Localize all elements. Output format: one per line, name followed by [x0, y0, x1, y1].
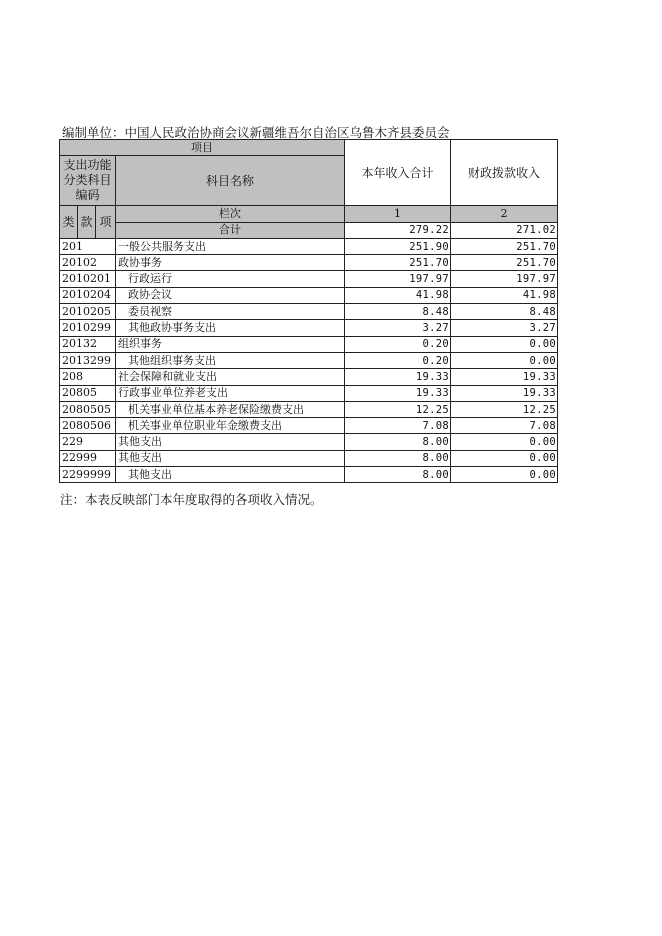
row-code: 20132: [60, 336, 96, 352]
row-income: 8.48: [345, 304, 451, 320]
item-header: 项目: [60, 140, 345, 156]
total-fiscal: 271.02: [451, 222, 558, 238]
row-name: 机关事业单位基本养老保险缴费支出: [116, 401, 345, 417]
row-name: 其他组织事务支出: [116, 352, 345, 368]
row-code: 201: [60, 238, 96, 254]
row-code: 2010299: [60, 320, 96, 336]
table-row: [60, 385, 558, 401]
row-code: 2080505: [60, 401, 96, 417]
row-name: 其他支出: [116, 467, 345, 483]
row-fiscal: 41.98: [451, 287, 558, 303]
row-income: 251.90: [345, 238, 451, 254]
fiscal-income-header: 财政拨款收入: [451, 140, 558, 206]
row-name: 行政事业单位养老支出: [116, 385, 345, 401]
row-fiscal: 0.00: [451, 450, 558, 466]
row-name: 委员视察: [116, 304, 345, 320]
footnote: 注：本表反映部门本年度取得的各项收入情况。: [60, 492, 323, 507]
table-row: [60, 369, 558, 385]
row-name: 政协事务: [116, 255, 345, 271]
kind-xiang: 项: [96, 206, 116, 239]
row-name: 其他支出: [116, 434, 345, 450]
row-code: 229: [60, 434, 96, 450]
row-fiscal: 8.48: [451, 304, 558, 320]
income-table: [59, 139, 558, 483]
row-income: 19.33: [345, 385, 451, 401]
table-row: [60, 352, 558, 368]
row-fiscal: 0.00: [451, 467, 558, 483]
row-income: 8.00: [345, 434, 451, 450]
compiling-unit: 编制单位：中国人民政治协商会议新疆维吾尔自治区乌鲁木齐县委员会: [62, 125, 450, 140]
row-income: 0.20: [345, 336, 451, 352]
header-row-3: [60, 206, 558, 222]
table-row: [60, 450, 558, 466]
row-income: 8.00: [345, 450, 451, 466]
header-row-1: [60, 140, 558, 156]
total-income: 279.22: [345, 222, 451, 238]
row-fiscal: 19.33: [451, 385, 558, 401]
table-row: [60, 320, 558, 336]
row-code-spacer: [96, 434, 116, 450]
row-name: 行政运行: [116, 271, 345, 287]
row-code: 2299999: [60, 467, 96, 483]
row-income: 8.00: [345, 467, 451, 483]
row-name: 一般公共服务支出: [116, 238, 345, 254]
table-row: [60, 271, 558, 287]
kind-lei: 类: [60, 206, 78, 239]
row-code-spacer: [96, 369, 116, 385]
row-income: 19.33: [345, 369, 451, 385]
row-fiscal: 7.08: [451, 418, 558, 434]
row-income: 251.70: [345, 255, 451, 271]
table-row: [60, 434, 558, 450]
row-income: 0.20: [345, 352, 451, 368]
row-name: 组织事务: [116, 336, 345, 352]
table-row: [60, 238, 558, 254]
row-name: 其他政协事务支出: [116, 320, 345, 336]
row-code: 208: [60, 369, 96, 385]
row-fiscal: 19.33: [451, 369, 558, 385]
row-income: 41.98: [345, 287, 451, 303]
row-fiscal: 12.25: [451, 401, 558, 417]
code-header: 支出功能分类科目编码: [60, 156, 116, 206]
row-fiscal: 0.00: [451, 352, 558, 368]
row-income: 3.27: [345, 320, 451, 336]
row-code: 2013299: [60, 352, 96, 368]
row-fiscal: 197.97: [451, 271, 558, 287]
table-row: [60, 401, 558, 417]
row-code: 20102: [60, 255, 96, 271]
row-name: 社会保障和就业支出: [116, 369, 345, 385]
row-code: 22999: [60, 450, 96, 466]
row-code-spacer: [96, 385, 116, 401]
row-name: 政协会议: [116, 287, 345, 303]
table-row: [60, 304, 558, 320]
col-index-2: 2: [451, 206, 558, 222]
row-fiscal: 251.70: [451, 238, 558, 254]
row-code: 20805: [60, 385, 96, 401]
table-row: [60, 336, 558, 352]
row-fiscal: 251.70: [451, 255, 558, 271]
row-income: 7.08: [345, 418, 451, 434]
row-code-spacer: [96, 450, 116, 466]
row-name: 其他支出: [116, 450, 345, 466]
total-row: [60, 222, 558, 238]
row-name: 机关事业单位职业年金缴费支出: [116, 418, 345, 434]
table-row: [60, 287, 558, 303]
name-header: 科目名称: [116, 156, 345, 206]
col-index-label: 栏次: [116, 206, 345, 222]
total-label: 合计: [116, 222, 345, 238]
row-income: 12.25: [345, 401, 451, 417]
row-code: 2010205: [60, 304, 96, 320]
table-row: [60, 418, 558, 434]
row-code: 2010204: [60, 287, 96, 303]
row-code-spacer: [96, 238, 116, 254]
row-code-spacer: [96, 255, 116, 271]
col-index-1: 1: [345, 206, 451, 222]
row-fiscal: 3.27: [451, 320, 558, 336]
income-total-header: 本年收入合计: [345, 140, 451, 206]
table-row: [60, 255, 558, 271]
row-fiscal: 0.00: [451, 336, 558, 352]
table-row: [60, 467, 558, 483]
row-fiscal: 0.00: [451, 434, 558, 450]
row-code: 2010201: [60, 271, 96, 287]
kind-kuan: 款: [78, 206, 96, 239]
row-code: 2080506: [60, 418, 96, 434]
row-code-spacer: [96, 336, 116, 352]
row-income: 197.97: [345, 271, 451, 287]
